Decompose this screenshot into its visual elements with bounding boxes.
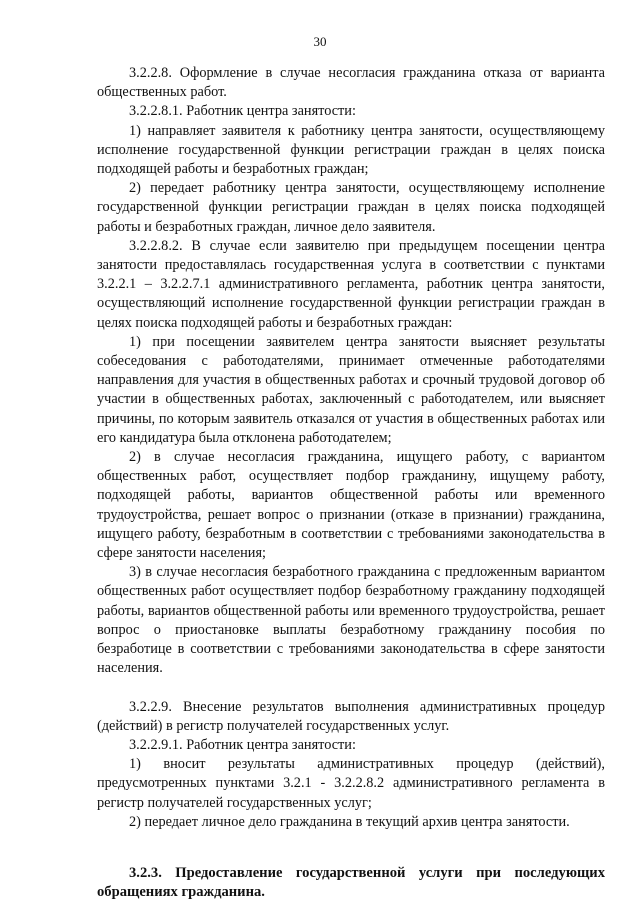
list-item: 2) передает работнику центра занятости, осуществляющему исполнение государственной функции регистрации граждан в целях поиска подходящей работы и безработных граждан, личное дело заявителя. xyxy=(97,180,605,235)
list-item: 3) в случае несогласия безработного гражданина с предложенным вариантом общественных работ осуществляет подбор безработному гражданину подходящей работы, вариантов общественной работы или временного трудоустройства, решает вопрос о приостановке выплаты безработному гражданину пособия по безработице в соответствии с требованиями законодательства в сфере занятости населения. xyxy=(97,564,605,677)
paragraph-3-2-2-9-1: 3.2.2.9.1. Работник центра занятости: xyxy=(129,736,356,753)
document-body xyxy=(97,64,605,902)
paragraph-3-2-2-8-2: 3.2.2.8.2. В случае если заявителю при предыдущем посещении центра занятости предоставлялась государственная услуга в соответствии с пунктами 3.2.2.1 – 3.2.2.7.1 административного регламента, работник центра занятости, осуществляющий исполнение государственной функции регистрации граждан в целях поиска подходящей работы и безработных граждан: xyxy=(97,237,605,331)
paragraph-3-2-2-9: 3.2.2.9. Внесение результатов выполнения административных процедур (действий) в регистр получателей государственных услуг. xyxy=(97,698,605,734)
paragraph-3-2-2-8-1: 3.2.2.8.1. Работник центра занятости: xyxy=(129,103,356,120)
paragraph-3-2-2-8: 3.2.2.8. Оформление в случае несогласия гражданина отказа от варианта общественных работ. xyxy=(97,65,605,101)
list-item: 1) при посещении заявителем центра занятости выясняет результаты собеседования с работодателями, принимает отмеченные работодателями направления для участия в общественных работах и срочный трудовой договор об участии в общественных работах, заключенный с работодателем, или выясняет причины, по которым заявитель отказался от участия в общественных работах или его кандидатура была отклонена работодателем; xyxy=(97,333,605,446)
list-item: 2) передает личное дело гражданина в текущий архив центра занятости. xyxy=(129,813,570,830)
list-item: 2) в случае несогласия гражданина, ищущего работу, с вариантом общественных работ, осуществляет подбор гражданину, ищущему работу, подходящей работы, вариантов общественной работы или временного трудоустройства, решает вопрос о признании (отказе в признании) гражданина, ищущего работу, безработным в соответствии с требованиями законодательства в сфере занятости населения; xyxy=(97,449,605,562)
section-heading: 3.2.3. Предоставление государственной услуги при последующих обращениях гражданина. xyxy=(97,864,605,901)
list-item: 1) вносит результаты административных процедур (действий), предусмотренных пунктами 3.2.1 - 3.2.2.8.2 административного регламента в регистр получателей государственных услуг; xyxy=(97,756,605,811)
list-item: 1) направляет заявителя к работнику центра занятости, осуществляющему исполнение государственной функции регистрации граждан в целях поиска подходящей работы и безработных граждан; xyxy=(97,122,605,178)
page-number: 30 xyxy=(313,34,327,49)
